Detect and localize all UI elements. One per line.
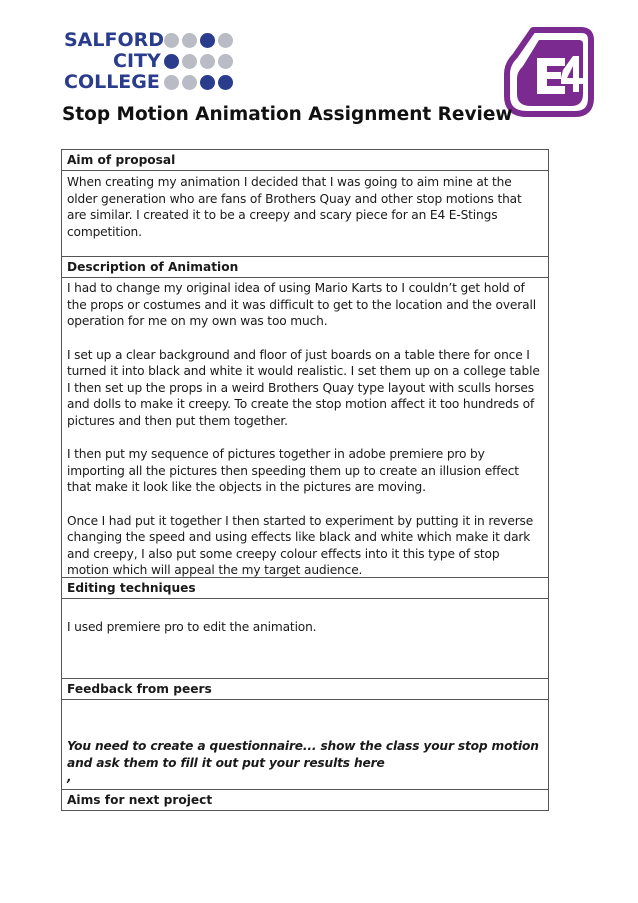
logo-word-city: CITY [113, 50, 161, 72]
logo-dot [200, 54, 215, 69]
logo-dot [182, 33, 197, 48]
logo-dot [164, 75, 179, 90]
feedback-text [62, 700, 548, 790]
feedback-paragraph: You need to create a questionnaire... show the class your stop motion and ask them to fill it out put your results here [67, 739, 539, 770]
logo-dot [200, 33, 215, 48]
editing-text [62, 599, 548, 679]
page-title: Stop Motion Animation Assignment Review [62, 104, 513, 125]
feedback-comma: , [67, 770, 72, 784]
logo-word-college: COLLEGE [64, 71, 160, 93]
editing-heading: Editing techniques [62, 578, 548, 599]
description-paragraph: Once I had put it together I then started to experiment by putting it in reverse changing the speed and using effects like black and white which make it dark and creepy, I also put some creepy colour effects into it this type of stop motion which will appeal the my target audience. [67, 513, 534, 577]
logo-word-salford: SALFORD [64, 29, 165, 51]
description-paragraph: I set up a clear background and floor of just boards on a table there for once I turned it into black and white it would realistic. I set them up on a college table I then set up the props in a weird Brothers Quay type layout with sculls horses and dolls to make it creepy. To create the stop motion affect it too hundreds of pictures and then put them together. [67, 347, 540, 428]
logo-dot [164, 33, 179, 48]
description-paragraph: I then put my sequence of pictures together in adobe premiere pro by importing all the pictures then speeding them up to create an illusion effect that make it look like the objects in the pictures are moving. [67, 447, 519, 494]
logo-dot [218, 54, 233, 69]
e4-channel-logo-icon [503, 26, 595, 118]
logo-dot [218, 33, 233, 48]
logo-dot [218, 75, 233, 90]
editing-paragraph: I used premiere pro to edit the animation. [67, 620, 317, 634]
aims-next-heading: Aims for next project [62, 790, 548, 811]
salford-city-college-logo [64, 30, 234, 94]
review-table [61, 149, 549, 811]
description-text [62, 278, 548, 578]
e4-logo-icon [503, 26, 595, 118]
logo-dot [182, 75, 197, 90]
logo-dot [164, 54, 179, 69]
description-heading: Description of Animation [62, 257, 548, 278]
feedback-heading: Feedback from peers [62, 679, 548, 700]
logo-dot [200, 75, 215, 90]
aim-heading: Aim of proposal [62, 150, 548, 171]
description-paragraph: I had to change my original idea of using Mario Karts to I couldn’t get hold of the props or costumes and it was difficult to get to the location and the overall operation for me on my own was too much. [67, 281, 536, 328]
aim-text [62, 171, 548, 257]
logo-dot [182, 54, 197, 69]
aim-paragraph: When creating my animation I decided that I was going to aim mine at the older generation who are fans of Brothers Quay and other stop motions that are similar. I created it to be a creepy and scary piece for an E4 E-Stings competition. [67, 175, 522, 239]
